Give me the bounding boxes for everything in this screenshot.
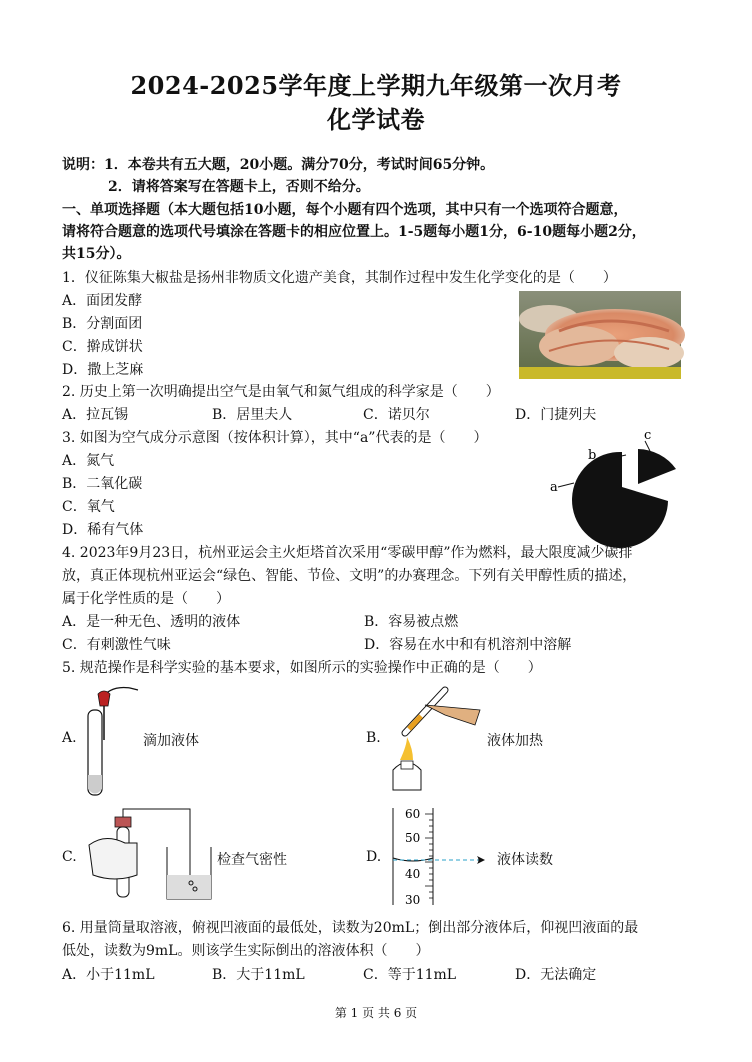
q3-option-a: A．氮气 bbox=[62, 453, 115, 469]
dropper-illustration bbox=[80, 680, 140, 800]
q2-stem: 2. 历史上第一次明确提出空气是由氧气和氮气组成的科学家是（ ） bbox=[62, 384, 500, 400]
cylinder-tick-40: 40 bbox=[405, 867, 421, 881]
airtightness-illustration bbox=[85, 805, 215, 905]
q5-option-a-letter: A. bbox=[62, 730, 77, 746]
q6-stem-1: 6. 用量筒量取溶液，俯视凹液面的最低处，读数为20mL；倒出部分液体后，仰视凹液面的最 bbox=[62, 920, 639, 936]
q1-stem: 1．仪征陈集大椒盐是扬州非物质文化遗产美食，其制作过程中发生化学变化的是（ ） bbox=[62, 270, 617, 286]
q6-option-b: B．大于11mL bbox=[212, 967, 305, 983]
pie-label-b: b bbox=[588, 448, 597, 463]
q4-stem-1: 4. 2023年9月23日，杭州亚运会主火炬塔首次采用“零碳甲醇”作为燃料，最大限度减少碳排 bbox=[62, 545, 633, 561]
q4-option-b: B．容易被点燃 bbox=[364, 614, 459, 630]
q2-option-c: C．诺贝尔 bbox=[363, 407, 430, 423]
q3-stem: 3. 如图为空气成分示意图（按体积计算），其中“a”代表的是（ ） bbox=[62, 430, 488, 446]
q5-option-a-label: 滴加液体 bbox=[143, 733, 199, 749]
q4-option-c: C．有刺激性气味 bbox=[62, 637, 171, 653]
q1-option-c: C．擀成饼状 bbox=[62, 339, 143, 355]
cylinder-tick-60: 60 bbox=[405, 807, 421, 821]
q2-option-b: B．居里夫人 bbox=[212, 407, 293, 423]
cylinder-tick-30: 30 bbox=[405, 893, 421, 907]
q3-option-b: B．二氧化碳 bbox=[62, 476, 143, 492]
q4-stem-2: 放，真正体现杭州亚运会“绿色、智能、节俭、文明”的办赛理念。下列有关甲醇性质的描述， bbox=[62, 568, 637, 584]
q6-stem-2: 低处，读数为9mL。则该学生实际倒出的溶液体积（ ） bbox=[62, 943, 430, 959]
q6-option-d: D．无法确定 bbox=[515, 967, 597, 983]
q1-option-d: D．撒上芝麻 bbox=[62, 362, 144, 378]
q3-option-d: D．稀有气体 bbox=[62, 522, 144, 538]
page-number: 第 1 页 共 6 页 bbox=[334, 1006, 418, 1020]
cylinder-reading-illustration bbox=[385, 800, 495, 910]
pie-label-a: a bbox=[550, 480, 558, 495]
q5-option-d-label: 液体读数 bbox=[497, 852, 553, 868]
instructions-line-2: 2．请将答案写在答题卡上，否则不给分。 bbox=[108, 179, 370, 195]
q6-option-a: A．小于11mL bbox=[62, 967, 155, 983]
q2-option-a: A．拉瓦锡 bbox=[62, 407, 129, 423]
q5-option-b-letter: B. bbox=[366, 730, 381, 746]
q4-option-a: A．是一种无色、透明的液体 bbox=[62, 614, 241, 630]
q5-option-b-label: 液体加热 bbox=[487, 733, 543, 749]
q2-option-d: D．门捷列夫 bbox=[515, 407, 597, 423]
pie-label-c: c bbox=[644, 428, 652, 443]
q5-stem: 5. 规范操作是科学实验的基本要求，如图所示的实验操作中正确的是（ ） bbox=[62, 660, 542, 676]
q4-stem-3: 属于化学性质的是（ ） bbox=[62, 591, 230, 607]
instructions-line-1: 说明：1．本卷共有五大题，20小题。满分70分，考试时间65分钟。 bbox=[62, 157, 495, 173]
q1-option-a: A．面团发酵 bbox=[62, 293, 143, 309]
section1-heading-1: 一、单项选择题（本大题包括10小题，每个小题有四个选项，其中只有一个选项符合题意， bbox=[62, 202, 628, 218]
flatbread-photo bbox=[519, 291, 681, 379]
air-composition-pie bbox=[540, 425, 700, 545]
cylinder-tick-50: 50 bbox=[405, 831, 421, 845]
section1-heading-2: 请将符合题意的选项代号填涂在答题卡的相应位置上。1-5题每小题1分，6-10题每小题2分， bbox=[62, 224, 646, 240]
q4-option-d: D．容易在水中和有机溶剂中溶解 bbox=[364, 637, 572, 653]
q6-option-c: C．等于11mL bbox=[363, 967, 457, 983]
q1-option-b: B．分割面团 bbox=[62, 316, 143, 332]
exam-subtitle: 化学试卷 bbox=[327, 105, 425, 134]
heating-illustration bbox=[385, 685, 485, 795]
q5-option-d-letter: D. bbox=[366, 849, 382, 865]
q5-option-c-letter: C. bbox=[62, 849, 77, 865]
section1-heading-3: 共15分）。 bbox=[62, 246, 131, 262]
exam-title: 2024-2025学年度上学期九年级第一次月考 bbox=[130, 71, 622, 100]
q5-option-c-label: 检查气密性 bbox=[217, 852, 287, 868]
q3-option-c: C．氧气 bbox=[62, 499, 115, 515]
